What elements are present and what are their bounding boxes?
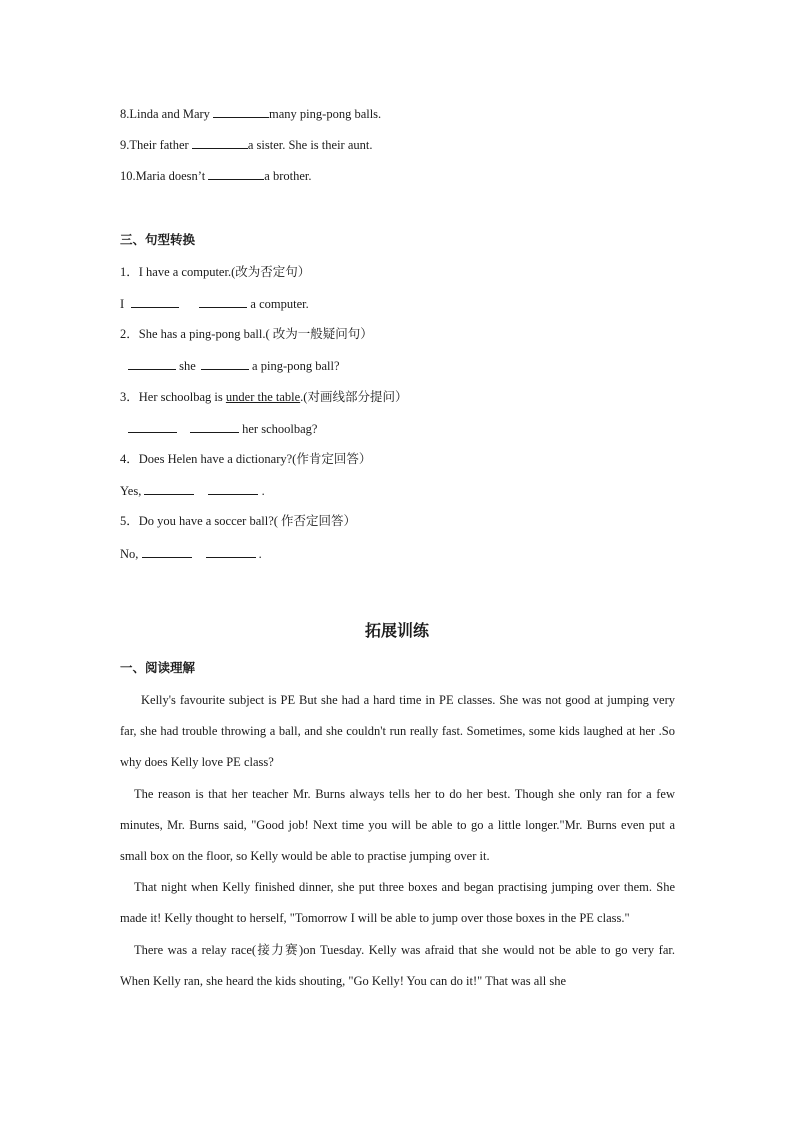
transform-question-1: 1．I have a computer.(改为否定句） <box>120 265 311 279</box>
transform-question-4: 4．Does Helen have a dictionary?(作肯定回答） <box>120 452 372 466</box>
question-9 <box>120 136 372 153</box>
question-8-text-a: 8.Linda and Mary <box>120 107 214 121</box>
question-3-text-b: .(对画线部分提问） <box>300 390 408 404</box>
answer-blank[interactable] <box>128 357 176 370</box>
transform-answer-1 <box>120 295 309 312</box>
question-3-underlined: under the table <box>225 390 301 404</box>
question-9-text-a: 9.Their father <box>120 138 192 152</box>
answer-blank[interactable] <box>206 545 256 558</box>
answer-4-tail: . <box>258 484 265 498</box>
passage-paragraph: That night when Kelly finished dinner, she put three boxes and began practising jumping over them. She made it! Kelly thought to herself, "Tomorrow I will be able to jump over those boxes in the PE class." <box>120 880 675 926</box>
question-10-text-a: 10.Maria doesn’t <box>120 169 209 183</box>
transform-question-2: 2．She has a ping-pong ball.( 改为一般疑问句） <box>120 327 373 341</box>
answer-5-tail: . <box>255 547 262 561</box>
question-8-text-b: many ping-pong balls. <box>269 107 382 121</box>
answer-blank[interactable] <box>144 482 194 495</box>
answer-4-lead: Yes, <box>120 484 145 498</box>
passage-paragraph: There was a relay race(接力赛)on Tuesday. Kelly was afraid that she would not be able to go very far. When Kelly ran, she heard the kids shouting, "Go Kelly! You can do it!" That was all she <box>120 942 675 988</box>
answer-blank[interactable] <box>190 420 239 433</box>
transform-answer-4 <box>120 482 265 499</box>
reading-passage <box>120 685 675 997</box>
question-3-text-a: 3．Her schoolbag is <box>120 390 226 404</box>
answer-blank[interactable] <box>131 295 179 308</box>
question-9-text-b: a sister. She is their aunt. <box>247 138 373 152</box>
question-10-text-b: a brother. <box>264 169 312 183</box>
answer-5-lead: No, <box>120 547 142 561</box>
passage-paragraph: The reason is that her teacher Mr. Burns always tells her to do her best. Though she only ran for a few minutes, Mr. Burns said, "Good job! Next time you will be able to go a little longer."Mr. Burns even put a small box on the floor, so Kelly would be able to practise jumping over it. <box>120 786 675 864</box>
transform-question-3 <box>120 389 407 405</box>
answer-1-lead: I <box>120 297 128 311</box>
reading-section-title: 一、阅读理解 <box>120 660 196 675</box>
answer-blank[interactable] <box>208 482 258 495</box>
question-10 <box>120 167 312 184</box>
transform-answer-3 <box>120 420 317 437</box>
answer-3-tail: her schoolbag? <box>239 422 318 436</box>
answer-2-tail: a ping-pong ball? <box>248 359 340 373</box>
transform-answer-2 <box>120 357 340 374</box>
section-3-title: 三、句型转换 <box>120 232 196 247</box>
answer-blank[interactable] <box>208 167 264 180</box>
answer-blank[interactable] <box>201 357 249 370</box>
answer-2-mid: she <box>176 359 199 373</box>
extension-title: 拓展训练 <box>364 621 429 640</box>
answer-1-tail: a computer. <box>247 297 309 311</box>
answer-blank[interactable] <box>213 105 269 118</box>
transform-answer-5 <box>120 545 262 562</box>
answer-blank[interactable] <box>192 136 248 149</box>
answer-blank[interactable] <box>128 420 177 433</box>
answer-blank[interactable] <box>199 295 247 308</box>
transform-question-5: 5．Do you have a soccer ball?( 作否定回答） <box>120 514 357 528</box>
answer-blank[interactable] <box>142 545 192 558</box>
passage-paragraph: Kelly's favourite subject is PE But she had a hard time in PE classes. She was not good at jumping very far, she had trouble throwing a ball, and she couldn't run really fast. Sometimes, some kids laughed at her .So why does Kelly love PE class? <box>120 693 675 770</box>
question-8 <box>120 105 381 122</box>
